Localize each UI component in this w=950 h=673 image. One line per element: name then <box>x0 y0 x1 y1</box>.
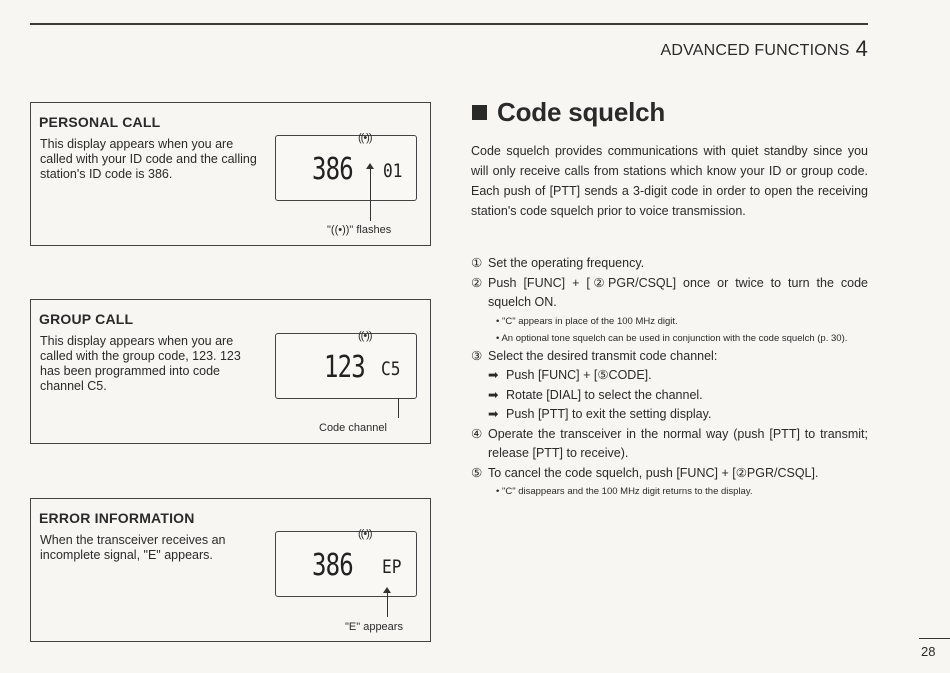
page-title: Code squelch <box>497 97 666 127</box>
arrow-right-icon: ➡ <box>488 387 499 402</box>
step-number: ② <box>471 275 483 290</box>
group-call-text: This display appears when you are called with the group code, 123. 123 has been programmed into code channel C5. <box>40 334 241 393</box>
personal-call-text: This display appears when you are called with your ID code and the calling station's ID code is 386. <box>40 137 257 181</box>
signal-icon: ((•)) <box>358 132 372 144</box>
lcd-main-digits: 386 <box>312 548 353 583</box>
group-call-caption: Code channel <box>319 422 387 434</box>
step-number: ③ <box>471 348 483 363</box>
page-number: 28 <box>921 644 936 659</box>
group-call-box <box>30 299 431 444</box>
arrow-right-icon: ➡ <box>488 407 499 421</box>
step-5 <box>471 464 868 484</box>
section-title: ADVANCED FUNCTIONS <box>660 42 850 59</box>
sub-step-3 <box>488 405 868 425</box>
step-4 <box>471 425 868 464</box>
page-number-rule <box>919 638 950 639</box>
note-3: • "C" disappears and the 100 MHz digit returns to the display. <box>496 486 753 497</box>
lcd-right-digits: 01 <box>383 160 403 182</box>
heading-square-icon <box>472 105 487 120</box>
sub-step-1 <box>488 366 868 386</box>
group-call-title: GROUP CALL <box>39 311 134 327</box>
sub-step-text: Push [PTT] to exit the setting display. <box>506 407 712 421</box>
lcd-main-digits: 386 <box>312 152 353 187</box>
personal-call-box <box>30 102 431 246</box>
sub-step-text: Rotate [DIAL] to select the channel. <box>506 387 703 402</box>
step-number: ④ <box>471 426 483 441</box>
step-number: ① <box>471 256 483 270</box>
error-info-lcd <box>275 528 417 597</box>
callout-line <box>387 593 388 617</box>
signal-icon: ((•)) <box>358 528 372 540</box>
note-2: • An optional tone squelch can be used in conjunction with the code squelch (p. 30). <box>496 332 848 344</box>
step-text: Push [FUNC] + [②PGR/CSQL] once or twice to turn the code squelch ON. <box>488 275 868 309</box>
callout-line <box>398 398 399 418</box>
arrow-right-icon: ➡ <box>488 368 499 382</box>
steps-list <box>471 254 868 500</box>
step-number: ⑤ <box>471 465 483 480</box>
intro-paragraph: Code squelch provides communications with quiet standby since you will only receive calls from stations which know your ID or group code. Each push of [PTT] sends a 3-digit code in order to open the receiving station's code squelch prior to voice transmission. <box>471 144 868 218</box>
section-heading <box>472 97 665 128</box>
error-info-caption: "E" appears <box>345 621 403 633</box>
step-text: Set the operating frequency. <box>488 256 645 270</box>
signal-icon: ((•)) <box>358 330 372 342</box>
personal-call-lcd <box>275 132 417 201</box>
lcd-right-digits: EP <box>382 556 402 578</box>
step-text: Operate the transceiver in the normal way (push [PTT] to transmit; release [PTT] to receive). <box>488 426 868 460</box>
chapter-number: 4 <box>855 36 868 61</box>
error-info-text: When the transceiver receives an incomplete signal, "E" appears. <box>40 533 226 562</box>
callout-line <box>370 169 371 221</box>
page-header <box>660 36 868 62</box>
lcd-right-digits: C5 <box>381 358 401 380</box>
error-info-box <box>30 498 431 642</box>
personal-call-title: PERSONAL CALL <box>39 114 161 130</box>
note-1: • "C" appears in place of the 100 MHz digit. <box>496 315 678 327</box>
step-text: To cancel the code squelch, push [FUNC] + [②PGR/CSQL]. <box>488 465 819 480</box>
error-info-title: ERROR INFORMATION <box>39 510 195 526</box>
top-rule <box>30 23 868 25</box>
sub-step-2 <box>488 386 868 406</box>
step-1 <box>471 254 868 274</box>
sub-step-text: Push [FUNC] + [⑤CODE]. <box>506 368 652 382</box>
step-text: Select the desired transmit code channel: <box>488 348 718 363</box>
step-2 <box>471 274 868 313</box>
step-3 <box>471 347 868 367</box>
personal-call-caption: "((•))" flashes <box>327 224 392 236</box>
lcd-main-digits: 123 <box>324 350 365 385</box>
group-call-lcd <box>275 330 417 399</box>
